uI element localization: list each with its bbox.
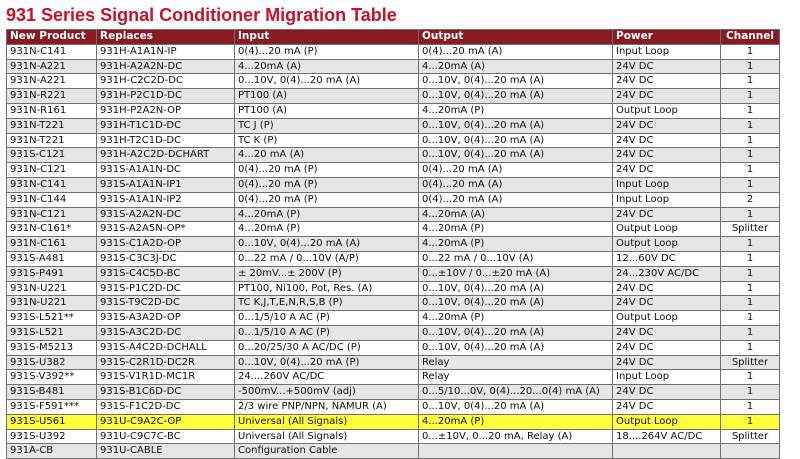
cell-replaces: 931U-C9C7C-BC	[97, 429, 235, 444]
cell-power: 24V DC	[613, 148, 721, 163]
table-header-row	[7, 30, 780, 45]
cell-power: Input Loop	[613, 192, 721, 207]
cell-output: 4...20mA (P)	[419, 222, 613, 237]
cell-output: 0...10V, 0(4)...20 mA (A)	[419, 296, 613, 311]
cell-replaces: 931S-C4C5D-BC	[97, 266, 235, 281]
cell-input: 0(4)...20 mA (P)	[235, 177, 419, 192]
cell-input: 24....260V AC/DC	[235, 370, 419, 385]
cell-power: 24V DC	[613, 163, 721, 178]
cell-replaces: 931S-A1A1N-IP2	[97, 192, 235, 207]
cell-input: 0...20/25/30 A AC/DC (P)	[235, 340, 419, 355]
cell-replaces: 931S-T9C2D-DC	[97, 296, 235, 311]
cell-power: Output Loop	[613, 103, 721, 118]
cell-replaces: 931H-C2C2D-DC	[97, 74, 235, 89]
table-row	[7, 89, 780, 104]
cell-input: 4...20mA (P)	[235, 207, 419, 222]
table-body	[7, 44, 780, 458]
cell-replaces: 931S-A3A2D-OP	[97, 311, 235, 326]
cell-channel: 1	[721, 340, 780, 355]
cell-input: 0...10V, 0(4)...20 mA (A)	[235, 74, 419, 89]
migration-table	[6, 29, 780, 459]
cell-channel: 1	[721, 148, 780, 163]
cell-power: 24V DC	[613, 74, 721, 89]
cell-power: Output Loop	[613, 414, 721, 429]
table-row	[7, 311, 780, 326]
cell-channel: 1	[721, 103, 780, 118]
cell-input: TC K (P)	[235, 133, 419, 148]
cell-input: 0...1/5/10 A AC (P)	[235, 311, 419, 326]
cell-new-product: 931N-A221	[7, 74, 97, 89]
cell-channel: 1	[721, 414, 780, 429]
cell-output: 0...10V, 0(4)...20 mA (A)	[419, 340, 613, 355]
cell-input: 4...20mA (P)	[235, 222, 419, 237]
cell-new-product: 931N-C121	[7, 163, 97, 178]
cell-new-product: 931N-T221	[7, 118, 97, 133]
cell-new-product: 931N-C161*	[7, 222, 97, 237]
cell-replaces: 931S-A4C2D-DCHALL	[97, 340, 235, 355]
cell-output: 4...20mA (A)	[419, 59, 613, 74]
cell-output: 0...10V, 0(4)...20 mA (A)	[419, 399, 613, 414]
table-row	[7, 207, 780, 222]
column-header-power: Power	[613, 30, 721, 45]
cell-replaces: 931S-V1R1D-MC1R	[97, 370, 235, 385]
cell-power: 24V DC	[613, 118, 721, 133]
cell-replaces: 931H-A1A1N-IP	[97, 44, 235, 59]
cell-power: Input Loop	[613, 44, 721, 59]
table-row	[7, 103, 780, 118]
cell-input: 4...20 mA (A)	[235, 148, 419, 163]
table-row	[7, 266, 780, 281]
table-row	[7, 177, 780, 192]
cell-channel: 1	[721, 177, 780, 192]
cell-replaces: 931S-A3C2D-DC	[97, 325, 235, 340]
cell-new-product: 931S-U392	[7, 429, 97, 444]
cell-power: 12...60V DC	[613, 251, 721, 266]
cell-new-product: 931S-B481	[7, 385, 97, 400]
cell-output: 0...10V, 0(4)...20 mA (A)	[419, 148, 613, 163]
cell-replaces: 931H-P2C1D-DC	[97, 89, 235, 104]
cell-power: Output Loop	[613, 237, 721, 252]
table-row	[7, 148, 780, 163]
cell-input: 0(4)...20 mA (P)	[235, 44, 419, 59]
table-row	[7, 399, 780, 414]
table-row	[7, 44, 780, 59]
cell-input: 0...1/5/10 A AC (P)	[235, 325, 419, 340]
cell-new-product: 931S-U382	[7, 355, 97, 370]
cell-power: 24V DC	[613, 399, 721, 414]
cell-power	[613, 444, 721, 459]
cell-input: Configuration Cable	[235, 444, 419, 459]
cell-replaces: 931H-A2A2N-DC	[97, 59, 235, 74]
cell-power: 24V DC	[613, 296, 721, 311]
cell-channel: 1	[721, 74, 780, 89]
cell-output: 0(4)...20 mA (A)	[419, 177, 613, 192]
cell-power: 18....264V AC/DC	[613, 429, 721, 444]
cell-new-product: 931N-R161	[7, 103, 97, 118]
cell-replaces: 931S-C3C3J-DC	[97, 251, 235, 266]
table-row	[7, 118, 780, 133]
cell-power: 24V DC	[613, 385, 721, 400]
cell-output: 0...22 mA / 0...10V (A)	[419, 251, 613, 266]
table-row	[7, 74, 780, 89]
cell-output	[419, 444, 613, 459]
column-header-output: Output	[419, 30, 613, 45]
cell-channel: Splitter	[721, 429, 780, 444]
cell-replaces: 931H-P2A2N-OP	[97, 103, 235, 118]
cell-channel: 1	[721, 311, 780, 326]
cell-power: 24V DC	[613, 355, 721, 370]
cell-replaces: 931U-CABLE	[97, 444, 235, 459]
table-row	[7, 237, 780, 252]
cell-output: 4...20mA (P)	[419, 311, 613, 326]
cell-input: 2/3 wire PNP/NPN, NAMUR (A)	[235, 399, 419, 414]
cell-replaces: 931H-T1C1D-DC	[97, 118, 235, 133]
cell-power: 24V DC	[613, 59, 721, 74]
cell-power: 24V DC	[613, 340, 721, 355]
table-row	[7, 251, 780, 266]
cell-power: Input Loop	[613, 177, 721, 192]
cell-power: 24V DC	[613, 133, 721, 148]
table-row	[7, 429, 780, 444]
cell-input: TC K,J,T,E,N,R,S,B (P)	[235, 296, 419, 311]
cell-channel	[721, 444, 780, 459]
cell-input: Universal (All Signals)	[235, 414, 419, 429]
cell-input: PT100 (A)	[235, 89, 419, 104]
cell-power: Output Loop	[613, 222, 721, 237]
cell-channel: 1	[721, 59, 780, 74]
cell-power: 24V DC	[613, 325, 721, 340]
cell-output: 0...10V, 0(4)...20 mA (A)	[419, 281, 613, 296]
cell-channel: 1	[721, 237, 780, 252]
cell-replaces: 931H-A2C2D-DCHART	[97, 148, 235, 163]
cell-input: PT100 (A)	[235, 103, 419, 118]
cell-power: Input Loop	[613, 370, 721, 385]
cell-channel: 1	[721, 118, 780, 133]
cell-output: 0...10V, 0(4)...20 mA (A)	[419, 89, 613, 104]
cell-new-product: 931S-L521**	[7, 311, 97, 326]
cell-new-product: 931N-C141	[7, 177, 97, 192]
cell-input: 4...20mA (A)	[235, 59, 419, 74]
cell-input: 0...10V, 0(4)...20 mA (P)	[235, 355, 419, 370]
cell-new-product: 931N-C141	[7, 44, 97, 59]
column-header-new-product: New Product	[7, 30, 97, 45]
cell-channel: Splitter	[721, 355, 780, 370]
cell-replaces: 931S-A1A1N-IP1	[97, 177, 235, 192]
column-header-input: Input	[235, 30, 419, 45]
cell-replaces: 931S-A2A2N-DC	[97, 207, 235, 222]
cell-channel: 2	[721, 192, 780, 207]
cell-output: 0...10V, 0(4)...20 mA (A)	[419, 133, 613, 148]
cell-input: TC J (P)	[235, 118, 419, 133]
cell-output: 4...20mA (P)	[419, 103, 613, 118]
table-row	[7, 414, 780, 429]
table-row	[7, 370, 780, 385]
cell-channel: 1	[721, 266, 780, 281]
cell-channel: 1	[721, 251, 780, 266]
table-row	[7, 296, 780, 311]
cell-replaces: 931U-C9A2C-OP	[97, 414, 235, 429]
cell-replaces: 931S-F1C2D-DC	[97, 399, 235, 414]
table-row	[7, 163, 780, 178]
cell-new-product: 931S-F591***	[7, 399, 97, 414]
column-header-channel: Channel	[721, 30, 780, 45]
cell-new-product: 931N-U221	[7, 296, 97, 311]
cell-replaces: 931S-C2R1D-DC2R	[97, 355, 235, 370]
cell-replaces: 931S-A1A1N-DC	[97, 163, 235, 178]
cell-input: Universal (All Signals)	[235, 429, 419, 444]
cell-replaces: 931S-P1C2D-DC	[97, 281, 235, 296]
cell-input: 0...22 mA / 0...10V (A/P)	[235, 251, 419, 266]
cell-input: 0(4)...20 mA (P)	[235, 163, 419, 178]
table-row	[7, 133, 780, 148]
table-row	[7, 192, 780, 207]
cell-new-product: 931S-U561	[7, 414, 97, 429]
cell-output: 0(4)...20 mA (A)	[419, 44, 613, 59]
table-row	[7, 325, 780, 340]
cell-channel: 1	[721, 370, 780, 385]
cell-new-product: 931S-V392**	[7, 370, 97, 385]
cell-power: 24V DC	[613, 89, 721, 104]
cell-channel: 1	[721, 296, 780, 311]
cell-output: 0...10V, 0(4)...20 mA (A)	[419, 325, 613, 340]
table-row	[7, 444, 780, 459]
cell-replaces: 931S-B1C6D-DC	[97, 385, 235, 400]
cell-power: 24...230V AC/DC	[613, 266, 721, 281]
cell-output: Relay	[419, 370, 613, 385]
cell-new-product: 931S-L521	[7, 325, 97, 340]
cell-channel: 1	[721, 385, 780, 400]
cell-output: Relay	[419, 355, 613, 370]
cell-output: 0...±10V / 0...±20 mA (A)	[419, 266, 613, 281]
table-row	[7, 281, 780, 296]
page-title: 931 Series Signal Conditioner Migration Table	[6, 5, 397, 25]
cell-new-product: 931N-C121	[7, 207, 97, 222]
cell-new-product: 931N-T221	[7, 133, 97, 148]
cell-channel: 1	[721, 325, 780, 340]
cell-power: Output Loop	[613, 311, 721, 326]
cell-new-product: 931S-M5213	[7, 340, 97, 355]
cell-replaces: 931H-T2C1D-DC	[97, 133, 235, 148]
cell-new-product: 931S-C121	[7, 148, 97, 163]
cell-input: 0(4)...20 mA (P)	[235, 192, 419, 207]
cell-output: 0...5/10...0V, 0(4)...20...0(4) mA (A)	[419, 385, 613, 400]
table-row	[7, 222, 780, 237]
column-header-replaces: Replaces	[97, 30, 235, 45]
table-row	[7, 355, 780, 370]
table-row	[7, 385, 780, 400]
cell-input: -500mV...+500mV (adj)	[235, 385, 419, 400]
cell-output: 0...10V, 0(4)...20 mA (A)	[419, 118, 613, 133]
cell-channel: 1	[721, 399, 780, 414]
cell-power: 24V DC	[613, 281, 721, 296]
cell-new-product: 931S-P491	[7, 266, 97, 281]
cell-output: 4...20mA (P)	[419, 237, 613, 252]
cell-channel: 1	[721, 44, 780, 59]
cell-input: PT100, Ni100, Pot, Res. (A)	[235, 281, 419, 296]
cell-output: 0...10V, 0(4)...20 mA (A)	[419, 74, 613, 89]
cell-replaces: 931S-A2A5N-OP*	[97, 222, 235, 237]
cell-new-product: 931N-C161	[7, 237, 97, 252]
cell-input: ± 20mV...± 200V (P)	[235, 266, 419, 281]
cell-channel: 1	[721, 281, 780, 296]
cell-channel: 1	[721, 89, 780, 104]
cell-input: 0...10V, 0(4)...20 mA (A)	[235, 237, 419, 252]
cell-channel: Splitter	[721, 222, 780, 237]
table-row	[7, 340, 780, 355]
cell-new-product: 931A-CB	[7, 444, 97, 459]
cell-channel: 1	[721, 133, 780, 148]
cell-new-product: 931N-C144	[7, 192, 97, 207]
cell-channel: 1	[721, 207, 780, 222]
cell-power: 24V DC	[613, 207, 721, 222]
cell-output: 0(4)...20 mA (A)	[419, 192, 613, 207]
cell-new-product: 931N-A221	[7, 59, 97, 74]
cell-new-product: 931N-U221	[7, 281, 97, 296]
table-row	[7, 59, 780, 74]
cell-replaces: 931S-C1A2D-OP	[97, 237, 235, 252]
cell-channel: 1	[721, 163, 780, 178]
cell-new-product: 931N-R221	[7, 89, 97, 104]
cell-output: 0...±10V, 0...20 mA, Relay (A)	[419, 429, 613, 444]
cell-output: 4...20mA (P)	[419, 414, 613, 429]
cell-output: 4...20mA (A)	[419, 207, 613, 222]
cell-new-product: 931S-A481	[7, 251, 97, 266]
cell-output: 0(4)...20 mA (A)	[419, 163, 613, 178]
